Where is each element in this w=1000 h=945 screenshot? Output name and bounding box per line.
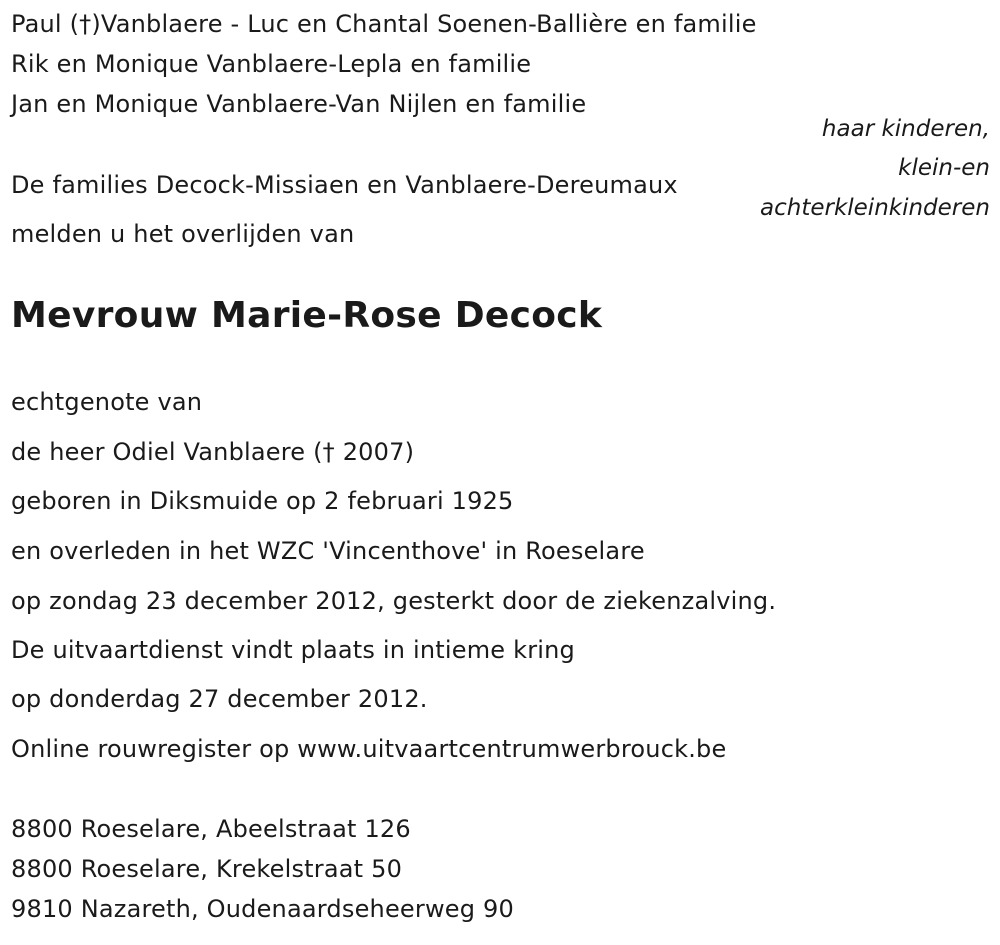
deceased-name: Mevrouw Marie-Rose Decock [11,295,603,336]
address-line-3: 9810 Nazareth, Oudenaardseheerweg 90 [11,895,514,923]
detail-line-2: de heer Odiel Vanblaere († 2007) [11,438,415,466]
address-line-1: 8800 Roeselare, Abeelstraat 126 [11,815,411,843]
side-note-line-3: achterkleinkinderen [760,195,990,221]
side-note-line-1: haar kinderen, [821,116,990,142]
detail-line-6: De uitvaartdienst vindt plaats in intieme kring [11,636,575,664]
family-line-2: Rik en Monique Vanblaere-Lepla en familie [11,50,532,78]
families-line: De families Decock-Missiaen en Vanblaere-Dereumaux [11,171,678,199]
detail-line-8: Online rouwregister op www.uitvaartcentrumwerbrouck.be [11,735,727,763]
detail-line-3: geboren in Diksmuide op 2 februari 1925 [11,487,514,515]
detail-line-7: op donderdag 27 december 2012. [11,685,428,713]
detail-line-5: op zondag 23 december 2012, gesterkt door de ziekenzalving. [11,587,777,615]
detail-line-4: en overleden in het WZC 'Vincenthove' in Roeselare [11,537,645,565]
announce-line: melden u het overlijden van [11,220,355,248]
family-line-3: Jan en Monique Vanblaere-Van Nijlen en familie [11,90,587,118]
family-line-1: Paul (†)Vanblaere - Luc en Chantal Soenen-Ballière en familie [11,10,757,38]
address-line-2: 8800 Roeselare, Krekelstraat 50 [11,855,403,883]
side-note-line-2: klein-en [898,155,990,181]
detail-line-1: echtgenote van [11,388,203,416]
